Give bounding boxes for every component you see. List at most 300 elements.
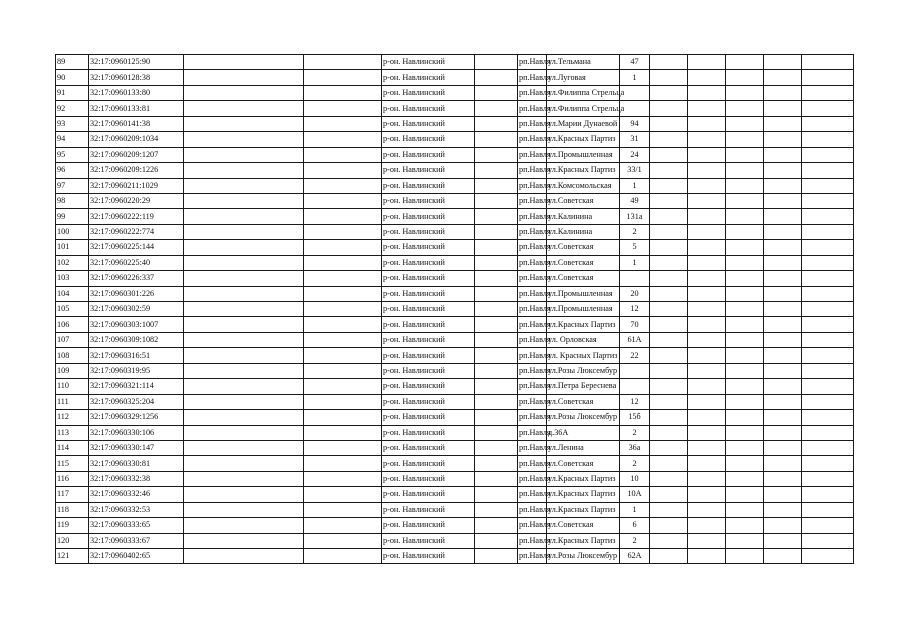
empty-cell xyxy=(184,178,304,193)
empty-cell xyxy=(764,240,802,255)
empty-cell xyxy=(650,379,688,394)
empty-cell xyxy=(764,147,802,162)
empty-cell xyxy=(650,410,688,425)
table-row xyxy=(56,471,854,486)
table-row xyxy=(56,317,854,332)
district-cell: р-он. Навлинский xyxy=(382,518,475,533)
empty-cell xyxy=(802,379,854,394)
empty-cell xyxy=(802,209,854,224)
empty-cell xyxy=(802,549,854,564)
locality-cell: рп.Навля xyxy=(518,487,547,502)
row-number-cell: 91 xyxy=(56,85,89,100)
empty-cell xyxy=(802,224,854,239)
empty-cell xyxy=(764,332,802,347)
empty-cell xyxy=(802,101,854,116)
table-row xyxy=(56,271,854,286)
empty-cell xyxy=(184,518,304,533)
empty-cell xyxy=(184,85,304,100)
row-number-cell: 105 xyxy=(56,302,89,317)
street-cell: ул.Красных Партиз xyxy=(547,132,620,147)
empty-cell xyxy=(650,70,688,85)
table-row xyxy=(56,163,854,178)
locality-cell: рп.Навля xyxy=(518,286,547,301)
empty-cell xyxy=(688,471,726,486)
empty-cell xyxy=(688,55,726,70)
table-row xyxy=(56,147,854,162)
row-number-cell: 114 xyxy=(56,440,89,455)
cadastral-number-cell: 32:17:0960209:1207 xyxy=(89,147,184,162)
empty-cell xyxy=(802,163,854,178)
district-cell: р-он. Навлинский xyxy=(382,425,475,440)
street-cell: ул.Промышленная xyxy=(547,286,620,301)
empty-cell xyxy=(475,302,518,317)
locality-cell: рп.Навля xyxy=(518,425,547,440)
locality-cell: рп.Навля xyxy=(518,224,547,239)
district-cell: р-он. Навлинский xyxy=(382,132,475,147)
table-row xyxy=(56,193,854,208)
empty-cell xyxy=(688,425,726,440)
empty-cell xyxy=(688,85,726,100)
empty-cell xyxy=(688,440,726,455)
cadastral-number-cell: 32:17:0960133:80 xyxy=(89,85,184,100)
cadastral-number-cell: 32:17:0960225:144 xyxy=(89,240,184,255)
empty-cell xyxy=(688,240,726,255)
table-row xyxy=(56,379,854,394)
empty-cell xyxy=(726,302,764,317)
empty-cell xyxy=(650,101,688,116)
empty-cell xyxy=(688,147,726,162)
empty-cell xyxy=(726,379,764,394)
street-cell: ул.Красных Партиз xyxy=(547,163,620,178)
empty-cell xyxy=(475,440,518,455)
street-cell: ул.Луговая xyxy=(547,70,620,85)
empty-cell xyxy=(184,394,304,409)
empty-cell xyxy=(688,193,726,208)
locality-cell: рп.Навля xyxy=(518,363,547,378)
empty-cell xyxy=(802,116,854,131)
street-cell: ул.Филиппа Стрельца xyxy=(547,101,620,116)
empty-cell xyxy=(304,317,382,332)
empty-cell xyxy=(184,502,304,517)
empty-cell xyxy=(475,363,518,378)
empty-cell xyxy=(184,348,304,363)
district-cell: р-он. Навлинский xyxy=(382,193,475,208)
empty-cell xyxy=(475,487,518,502)
locality-cell: рп.Навля xyxy=(518,240,547,255)
empty-cell xyxy=(304,193,382,208)
locality-cell: рп.Навля xyxy=(518,255,547,270)
empty-cell xyxy=(688,394,726,409)
district-cell: р-он. Навлинский xyxy=(382,255,475,270)
table-row xyxy=(56,240,854,255)
row-number-cell: 95 xyxy=(56,147,89,162)
table-row xyxy=(56,440,854,455)
empty-cell xyxy=(764,317,802,332)
district-cell: р-он. Навлинский xyxy=(382,271,475,286)
empty-cell xyxy=(184,101,304,116)
street-cell: ул.Розы Люксембур xyxy=(547,410,620,425)
row-number-cell: 90 xyxy=(56,70,89,85)
empty-cell xyxy=(802,70,854,85)
empty-cell xyxy=(764,255,802,270)
cadastral-number-cell: 32:17:0960332:46 xyxy=(89,487,184,502)
empty-cell xyxy=(650,240,688,255)
house-number-cell: 1 xyxy=(620,178,650,193)
empty-cell xyxy=(650,116,688,131)
empty-cell xyxy=(726,116,764,131)
empty-cell xyxy=(304,132,382,147)
empty-cell xyxy=(475,193,518,208)
empty-cell xyxy=(304,55,382,70)
table-row xyxy=(56,286,854,301)
district-cell: р-он. Навлинский xyxy=(382,209,475,224)
locality-cell: рп.Навля xyxy=(518,348,547,363)
empty-cell xyxy=(764,410,802,425)
empty-cell xyxy=(764,487,802,502)
table-row xyxy=(56,55,854,70)
row-number-cell: 99 xyxy=(56,209,89,224)
empty-cell xyxy=(184,332,304,347)
street-cell: ул.Советская xyxy=(547,255,620,270)
empty-cell xyxy=(650,425,688,440)
empty-cell xyxy=(184,55,304,70)
district-cell: р-он. Навлинский xyxy=(382,116,475,131)
street-cell: ул.Промышленная xyxy=(547,302,620,317)
empty-cell xyxy=(688,456,726,471)
empty-cell xyxy=(764,163,802,178)
empty-cell xyxy=(802,502,854,517)
empty-cell xyxy=(764,502,802,517)
empty-cell xyxy=(726,332,764,347)
table-row xyxy=(56,116,854,131)
street-cell: ул.Тельмана xyxy=(547,55,620,70)
row-number-cell: 106 xyxy=(56,317,89,332)
house-number-cell: 31 xyxy=(620,132,650,147)
district-cell: р-он. Навлинский xyxy=(382,286,475,301)
empty-cell xyxy=(650,178,688,193)
empty-cell xyxy=(304,533,382,548)
empty-cell xyxy=(304,224,382,239)
street-cell: ул.Советская xyxy=(547,394,620,409)
empty-cell xyxy=(688,379,726,394)
empty-cell xyxy=(475,317,518,332)
empty-cell xyxy=(726,224,764,239)
cadastral-number-cell: 32:17:0960333:67 xyxy=(89,533,184,548)
district-cell: р-он. Навлинский xyxy=(382,70,475,85)
empty-cell xyxy=(802,286,854,301)
empty-cell xyxy=(802,471,854,486)
empty-cell xyxy=(475,70,518,85)
row-number-cell: 102 xyxy=(56,255,89,270)
empty-cell xyxy=(726,440,764,455)
house-number-cell: 12 xyxy=(620,302,650,317)
locality-cell: рп.Навля xyxy=(518,101,547,116)
house-number-cell: 131а xyxy=(620,209,650,224)
empty-cell xyxy=(726,410,764,425)
row-number-cell: 92 xyxy=(56,101,89,116)
street-cell: ул.Красных Партиз xyxy=(547,533,620,548)
empty-cell xyxy=(184,317,304,332)
district-cell: р-он. Навлинский xyxy=(382,533,475,548)
empty-cell xyxy=(802,55,854,70)
empty-cell xyxy=(764,363,802,378)
table-row xyxy=(56,363,854,378)
empty-cell xyxy=(304,116,382,131)
cadastral-number-cell: 32:17:0960303:1007 xyxy=(89,317,184,332)
cadastral-number-cell: 32:17:0960222:119 xyxy=(89,209,184,224)
empty-cell xyxy=(304,240,382,255)
empty-cell xyxy=(475,332,518,347)
cadastral-number-cell: 32:17:0960330:147 xyxy=(89,440,184,455)
empty-cell xyxy=(764,440,802,455)
row-number-cell: 108 xyxy=(56,348,89,363)
table-row xyxy=(56,518,854,533)
locality-cell: рп.Навля xyxy=(518,163,547,178)
registry-table xyxy=(55,54,854,564)
locality-cell: рп.Навля xyxy=(518,502,547,517)
empty-cell xyxy=(475,85,518,100)
house-number-cell: 2 xyxy=(620,456,650,471)
empty-cell xyxy=(726,101,764,116)
empty-cell xyxy=(688,163,726,178)
empty-cell xyxy=(802,518,854,533)
empty-cell xyxy=(650,302,688,317)
empty-cell xyxy=(802,487,854,502)
empty-cell xyxy=(304,394,382,409)
row-number-cell: 103 xyxy=(56,271,89,286)
empty-cell xyxy=(304,471,382,486)
empty-cell xyxy=(475,456,518,471)
empty-cell xyxy=(475,240,518,255)
district-cell: р-он. Навлинский xyxy=(382,502,475,517)
locality-cell: рп.Навля xyxy=(518,193,547,208)
cadastral-number-cell: 32:17:0960128:38 xyxy=(89,70,184,85)
empty-cell xyxy=(802,425,854,440)
locality-cell: рп.Навля xyxy=(518,132,547,147)
locality-cell: рп.Навля xyxy=(518,70,547,85)
empty-cell xyxy=(726,271,764,286)
empty-cell xyxy=(688,132,726,147)
district-cell: р-он. Навлинский xyxy=(382,363,475,378)
empty-cell xyxy=(764,70,802,85)
empty-cell xyxy=(650,132,688,147)
empty-cell xyxy=(688,317,726,332)
table-row xyxy=(56,487,854,502)
empty-cell xyxy=(475,286,518,301)
empty-cell xyxy=(650,487,688,502)
table-row xyxy=(56,224,854,239)
empty-cell xyxy=(475,116,518,131)
empty-cell xyxy=(475,163,518,178)
row-number-cell: 96 xyxy=(56,163,89,178)
row-number-cell: 107 xyxy=(56,332,89,347)
locality-cell: рп.Навля xyxy=(518,549,547,564)
row-number-cell: 110 xyxy=(56,379,89,394)
district-cell: р-он. Навлинский xyxy=(382,101,475,116)
cadastral-number-cell: 32:17:0960319:95 xyxy=(89,363,184,378)
row-number-cell: 109 xyxy=(56,363,89,378)
cadastral-number-cell: 32:17:0960330:106 xyxy=(89,425,184,440)
empty-cell xyxy=(764,178,802,193)
row-number-cell: 117 xyxy=(56,487,89,502)
empty-cell xyxy=(650,549,688,564)
empty-cell xyxy=(802,178,854,193)
empty-cell xyxy=(184,549,304,564)
empty-cell xyxy=(726,209,764,224)
house-number-cell: 15б xyxy=(620,410,650,425)
empty-cell xyxy=(726,549,764,564)
empty-cell xyxy=(802,271,854,286)
empty-cell xyxy=(650,317,688,332)
empty-cell xyxy=(304,85,382,100)
empty-cell xyxy=(304,209,382,224)
empty-cell xyxy=(184,163,304,178)
empty-cell xyxy=(184,410,304,425)
empty-cell xyxy=(688,101,726,116)
street-cell: ул.Розы Люксембур xyxy=(547,549,620,564)
district-cell: р-он. Навлинский xyxy=(382,348,475,363)
district-cell: р-он. Навлинский xyxy=(382,440,475,455)
row-number-cell: 116 xyxy=(56,471,89,486)
locality-cell: рп.Навля xyxy=(518,147,547,162)
district-cell: р-он. Навлинский xyxy=(382,317,475,332)
empty-cell xyxy=(304,286,382,301)
empty-cell xyxy=(475,255,518,270)
house-number-cell: 94 xyxy=(620,116,650,131)
street-cell: ул. Красных Партиз xyxy=(547,348,620,363)
cadastral-number-cell: 32:17:0960332:53 xyxy=(89,502,184,517)
row-number-cell: 118 xyxy=(56,502,89,517)
table-row xyxy=(56,456,854,471)
table-row xyxy=(56,70,854,85)
empty-cell xyxy=(304,101,382,116)
empty-cell xyxy=(688,348,726,363)
empty-cell xyxy=(475,533,518,548)
house-number-cell: 2 xyxy=(620,533,650,548)
house-number-cell xyxy=(620,271,650,286)
empty-cell xyxy=(802,533,854,548)
cadastral-number-cell: 32:17:0960330:81 xyxy=(89,456,184,471)
empty-cell xyxy=(802,348,854,363)
empty-cell xyxy=(304,348,382,363)
empty-cell xyxy=(726,425,764,440)
empty-cell xyxy=(475,147,518,162)
empty-cell xyxy=(726,132,764,147)
empty-cell xyxy=(304,302,382,317)
empty-cell xyxy=(764,379,802,394)
empty-cell xyxy=(688,487,726,502)
house-number-cell: 10А xyxy=(620,487,650,502)
empty-cell xyxy=(764,101,802,116)
row-number-cell: 112 xyxy=(56,410,89,425)
cadastral-number-cell: 32:17:0960402:65 xyxy=(89,549,184,564)
empty-cell xyxy=(764,271,802,286)
house-number-cell: 61А xyxy=(620,332,650,347)
street-cell: ул. Орловская xyxy=(547,332,620,347)
empty-cell xyxy=(475,471,518,486)
empty-cell xyxy=(184,471,304,486)
house-number-cell: 20 xyxy=(620,286,650,301)
table-row xyxy=(56,549,854,564)
district-cell: р-он. Навлинский xyxy=(382,456,475,471)
row-number-cell: 101 xyxy=(56,240,89,255)
district-cell: р-он. Навлинский xyxy=(382,55,475,70)
empty-cell xyxy=(802,85,854,100)
empty-cell xyxy=(726,70,764,85)
district-cell: р-он. Навлинский xyxy=(382,240,475,255)
empty-cell xyxy=(726,363,764,378)
house-number-cell xyxy=(620,363,650,378)
empty-cell xyxy=(688,332,726,347)
row-number-cell: 121 xyxy=(56,549,89,564)
empty-cell xyxy=(475,394,518,409)
empty-cell xyxy=(304,440,382,455)
street-cell: ул.Советская xyxy=(547,518,620,533)
empty-cell xyxy=(650,348,688,363)
empty-cell xyxy=(688,286,726,301)
empty-cell xyxy=(802,410,854,425)
empty-cell xyxy=(650,332,688,347)
table-row xyxy=(56,533,854,548)
empty-cell xyxy=(688,363,726,378)
empty-cell xyxy=(650,224,688,239)
locality-cell: рп.Навля xyxy=(518,178,547,193)
cadastral-number-cell: 32:17:0960329:1256 xyxy=(89,410,184,425)
empty-cell xyxy=(726,178,764,193)
district-cell: р-он. Навлинский xyxy=(382,302,475,317)
empty-cell xyxy=(650,456,688,471)
empty-cell xyxy=(304,518,382,533)
empty-cell xyxy=(184,440,304,455)
empty-cell xyxy=(475,55,518,70)
locality-cell: рп.Навля xyxy=(518,379,547,394)
empty-cell xyxy=(650,55,688,70)
house-number-cell xyxy=(620,101,650,116)
empty-cell xyxy=(304,163,382,178)
empty-cell xyxy=(764,116,802,131)
street-cell: ул.Ленина xyxy=(547,440,620,455)
empty-cell xyxy=(764,132,802,147)
cadastral-number-cell: 32:17:0960333:65 xyxy=(89,518,184,533)
street-cell: ул.Филиппа Стрельца xyxy=(547,85,620,100)
empty-cell xyxy=(304,271,382,286)
locality-cell: рп.Навля xyxy=(518,394,547,409)
cadastral-number-cell: 32:17:0960301:226 xyxy=(89,286,184,301)
empty-cell xyxy=(764,348,802,363)
cadastral-number-cell: 32:17:0960309:1082 xyxy=(89,332,184,347)
row-number-cell: 94 xyxy=(56,132,89,147)
empty-cell xyxy=(802,302,854,317)
empty-cell xyxy=(475,549,518,564)
house-number-cell: 10 xyxy=(620,471,650,486)
street-cell: ул.Советская xyxy=(547,193,620,208)
empty-cell xyxy=(688,255,726,270)
empty-cell xyxy=(802,317,854,332)
empty-cell xyxy=(304,502,382,517)
locality-cell: рп.Навля xyxy=(518,332,547,347)
empty-cell xyxy=(650,518,688,533)
empty-cell xyxy=(802,332,854,347)
empty-cell xyxy=(688,533,726,548)
empty-cell xyxy=(650,394,688,409)
house-number-cell: 1 xyxy=(620,255,650,270)
table-row xyxy=(56,394,854,409)
empty-cell xyxy=(650,533,688,548)
empty-cell xyxy=(650,440,688,455)
empty-cell xyxy=(764,425,802,440)
cadastral-number-cell: 32:17:0960225:40 xyxy=(89,255,184,270)
empty-cell xyxy=(726,240,764,255)
